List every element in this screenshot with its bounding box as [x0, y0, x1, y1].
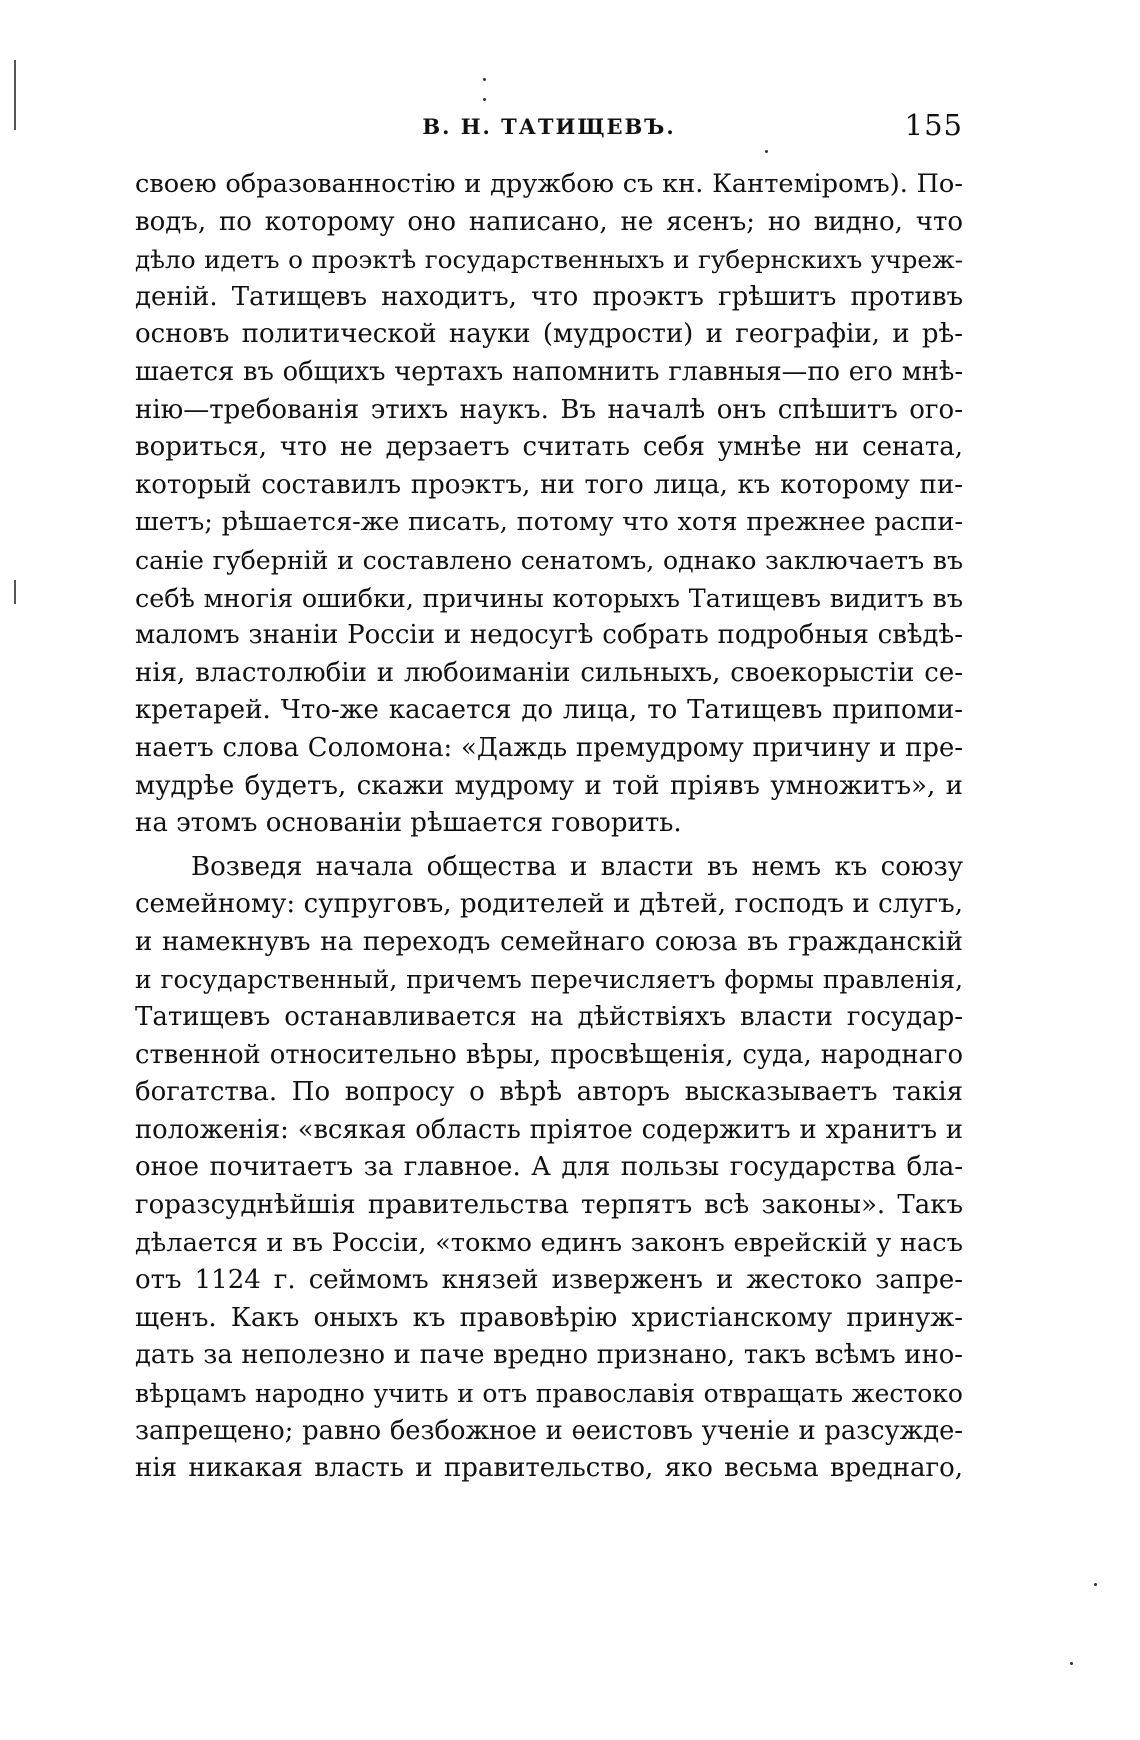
text-line: водъ, по которому оно написано, не ясенъ; но видно, что: [135, 206, 963, 237]
scan-edge-mark: [14, 580, 16, 604]
text-line: горазсуднѣйшія правительства терпятъ всѣ законы». Такъ: [135, 1190, 963, 1221]
text-line: кретарей. Что-же касается до лица, то Татищевъ припоми-: [135, 695, 963, 726]
text-line: дать за неполезно и паче вредно признано, такъ всѣмъ ино-: [135, 1340, 963, 1371]
text-line: на этомъ основаніи рѣшается говорить.: [135, 808, 682, 839]
text-line: шетъ; рѣшается-же писать, потому что хотя прежнее распи-: [135, 507, 963, 538]
scan-speck: [1070, 1662, 1073, 1665]
text-line: Возведя начала общества и власти въ немъ къ союзу: [191, 851, 963, 882]
text-line: Татищевъ останавливается на дѣйствіяхъ власти государ-: [135, 1002, 963, 1033]
body-text: [135, 166, 963, 1488]
text-line: богатства. По вопросу о вѣрѣ авторъ высказываетъ такія: [135, 1077, 963, 1108]
text-line: который составилъ проэктъ, ни того лица, къ которому пи-: [135, 469, 963, 500]
text-line: и намекнувъ на переходъ семейнаго союза въ гражданскій: [135, 926, 963, 957]
paragraph: [135, 849, 963, 1488]
text-line: саніе губерній и составлено сенатомъ, однако заключаетъ въ: [135, 545, 963, 575]
page-number: 155: [904, 108, 963, 142]
text-line: наетъ слова Соломона: «Даждь премудрому причину и пре-: [135, 732, 963, 763]
text-line: запрещено; равно безбожное и ѳеистовъ ученіе и разсужде-: [135, 1415, 963, 1446]
text-line: вѣрцамъ народно учить и отъ православія отвращать жестоко: [135, 1379, 963, 1408]
text-line: нія, властолюбіи и любоиманіи сильныхъ, своекорыстіи се-: [135, 657, 963, 688]
text-line: себѣ многія ошибки, причины которыхъ Татищевъ видитъ въ: [135, 582, 963, 613]
text-line: деній. Татищевъ находитъ, что проэктъ грѣшитъ противъ: [135, 281, 963, 312]
text-line: маломъ знаніи Россіи и недосугѣ собрать подробныя свѣдѣ-: [135, 620, 963, 651]
text-line: вориться, что не дерзаетъ считать себя умнѣе ни сената,: [135, 432, 963, 463]
text-line: дѣлается и въ Россіи, «токмо единъ законъ еврейскій у насъ: [135, 1227, 963, 1258]
scan-speck: [1094, 1583, 1097, 1586]
text-line: ственной относительно вѣры, просвѣщенія, суда, народнаго: [135, 1039, 963, 1070]
scan-speck: [483, 98, 486, 101]
text-line: шается въ общихъ чертахъ напомнить главныя—по его мнѣ-: [135, 356, 963, 387]
text-line: отъ 1124 г. сеймомъ князей изверженъ и жестоко запре-: [135, 1265, 963, 1296]
text-line: семейному: супруговъ, родителей и дѣтей, господъ и слугъ,: [135, 889, 963, 920]
text-line: положенія: «всякая область пріятое содержитъ и хранитъ и: [135, 1114, 963, 1145]
text-line: нія никакая власть и правительство, яко весьма вреднаго,: [135, 1453, 963, 1484]
scan-edge-mark: [14, 60, 16, 130]
paragraph: [135, 166, 963, 843]
text-line: мудрѣе будетъ, скажи мудрому и той пріявъ умножитъ», и: [135, 770, 963, 801]
text-line: оное почитаетъ за главное. А для пользы государства бла-: [135, 1152, 963, 1183]
page-header: [135, 108, 963, 148]
text-line: своею образованностію и дружбою съ кн. Кантеміромъ). По-: [135, 169, 963, 199]
text-line: и государственный, причемъ перечисляетъ формы правленія,: [135, 965, 963, 995]
running-head: В. Н. ТАТИЩЕВЪ.: [422, 114, 676, 139]
text-line: нію—требованія этихъ наукъ. Въ началѣ онъ спѣшитъ ого-: [135, 394, 963, 425]
text-line: щенъ. Какъ оныхъ къ правовѣрію христіанскому принуж-: [135, 1302, 963, 1333]
text-line: основъ политической науки (мудрости) и географіи, и рѣ-: [135, 319, 963, 350]
text-line: дѣло идетъ о проэктѣ государственныхъ и губернскихъ учреж-: [135, 245, 963, 275]
scan-speck: [765, 150, 768, 153]
scan-speck: [483, 78, 486, 81]
